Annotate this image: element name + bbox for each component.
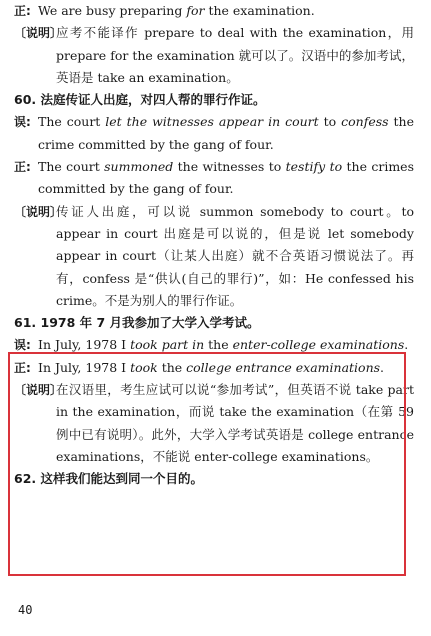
- example-heading: 61. 1978 年 7 月我参加了大学入学考试。: [14, 315, 260, 331]
- text-run: In July, 1978 I: [38, 337, 131, 353]
- text-run: the: [157, 359, 187, 375]
- italic-phrase: enter-college examinations: [232, 337, 405, 353]
- text-run: 传证人出庭，可以说 summon somebody to court。to appear in court 出庭是可以说的，但是说 let somebody appear in court（让某人出庭）就不合英语习惯说法了。再有，confess 是“供认(自己的罪行)”，如：He confessed his crime。不是为别人的罪行作证。: [56, 203, 414, 308]
- entry-text: [14, 111, 414, 156]
- italic-phrase: for: [186, 3, 205, 18]
- example-heading: 60. 法庭传证人出庭，对四人帮的罪行作证。: [14, 92, 266, 108]
- text-run: the crime committed by the gang of four.: [38, 114, 415, 152]
- entry-label: 〔说明〕: [14, 26, 63, 41]
- italic-phrase: testify to: [285, 159, 343, 175]
- text-run: the crimes committed by the gang of four.: [38, 159, 414, 197]
- text-run: the witnesses to: [173, 159, 286, 175]
- italic-phrase: confess: [341, 114, 389, 130]
- text-run: 应考不能译作 prepare to deal with the examination，用 prepare for the examination 就可以了。汉语中的参加考试，英语是 take an examination。: [56, 25, 414, 85]
- entry-label: 误:: [14, 115, 31, 130]
- entry-text: [14, 156, 414, 201]
- text-run: the: [204, 337, 233, 353]
- text-run: We are busy preparing: [38, 3, 187, 18]
- entry-row: [14, 156, 414, 201]
- entry-text: [14, 357, 414, 379]
- entry-row: [14, 334, 414, 356]
- entry-label: 正:: [14, 160, 31, 175]
- italic-phrase: took part in: [130, 337, 205, 353]
- entry-row: [14, 357, 414, 379]
- page-content: [14, 0, 414, 491]
- entry-row: [14, 22, 414, 89]
- page-number: 40: [18, 603, 33, 617]
- entry-text: [14, 22, 414, 89]
- entry-text: [14, 379, 414, 468]
- text-run: .: [380, 359, 385, 375]
- text-run: The court: [38, 114, 106, 130]
- entry-row: [14, 379, 414, 468]
- entry-label: 〔说明〕: [14, 383, 63, 398]
- entry-label: 正:: [14, 360, 31, 375]
- entry-row: [14, 201, 414, 312]
- italic-phrase: let the witnesses appear in court: [105, 114, 319, 130]
- example-heading: 62. 这样我们能达到同一个目的。: [14, 471, 203, 487]
- entry-row: [14, 111, 414, 156]
- italic-phrase: took: [130, 359, 158, 375]
- entry-label: 〔说明〕: [14, 204, 63, 219]
- italic-phrase: college entrance examinations: [186, 359, 381, 375]
- text-run: the examination.: [204, 3, 315, 18]
- entry-text: [14, 201, 414, 312]
- entry-label: 误:: [14, 338, 31, 353]
- text-run: .: [404, 337, 409, 353]
- text-run: 在汉语里，考生应试可以说“参加考试”，但英语不说 take part in the examination，而说 take the examination（在第 59 例中已有说明）。此外，大学入学考试英语是 college entrance examinations，不能说 enter-college examinations。: [56, 382, 414, 464]
- text-run: In July, 1978 I: [38, 359, 131, 375]
- entry-text: [14, 334, 414, 356]
- text-run: The court: [38, 159, 105, 175]
- italic-phrase: summoned: [104, 159, 174, 175]
- entry-row: [14, 0, 414, 22]
- text-run: to: [318, 114, 342, 130]
- entry-label: 正:: [14, 4, 31, 18]
- entry-text: [14, 0, 414, 22]
